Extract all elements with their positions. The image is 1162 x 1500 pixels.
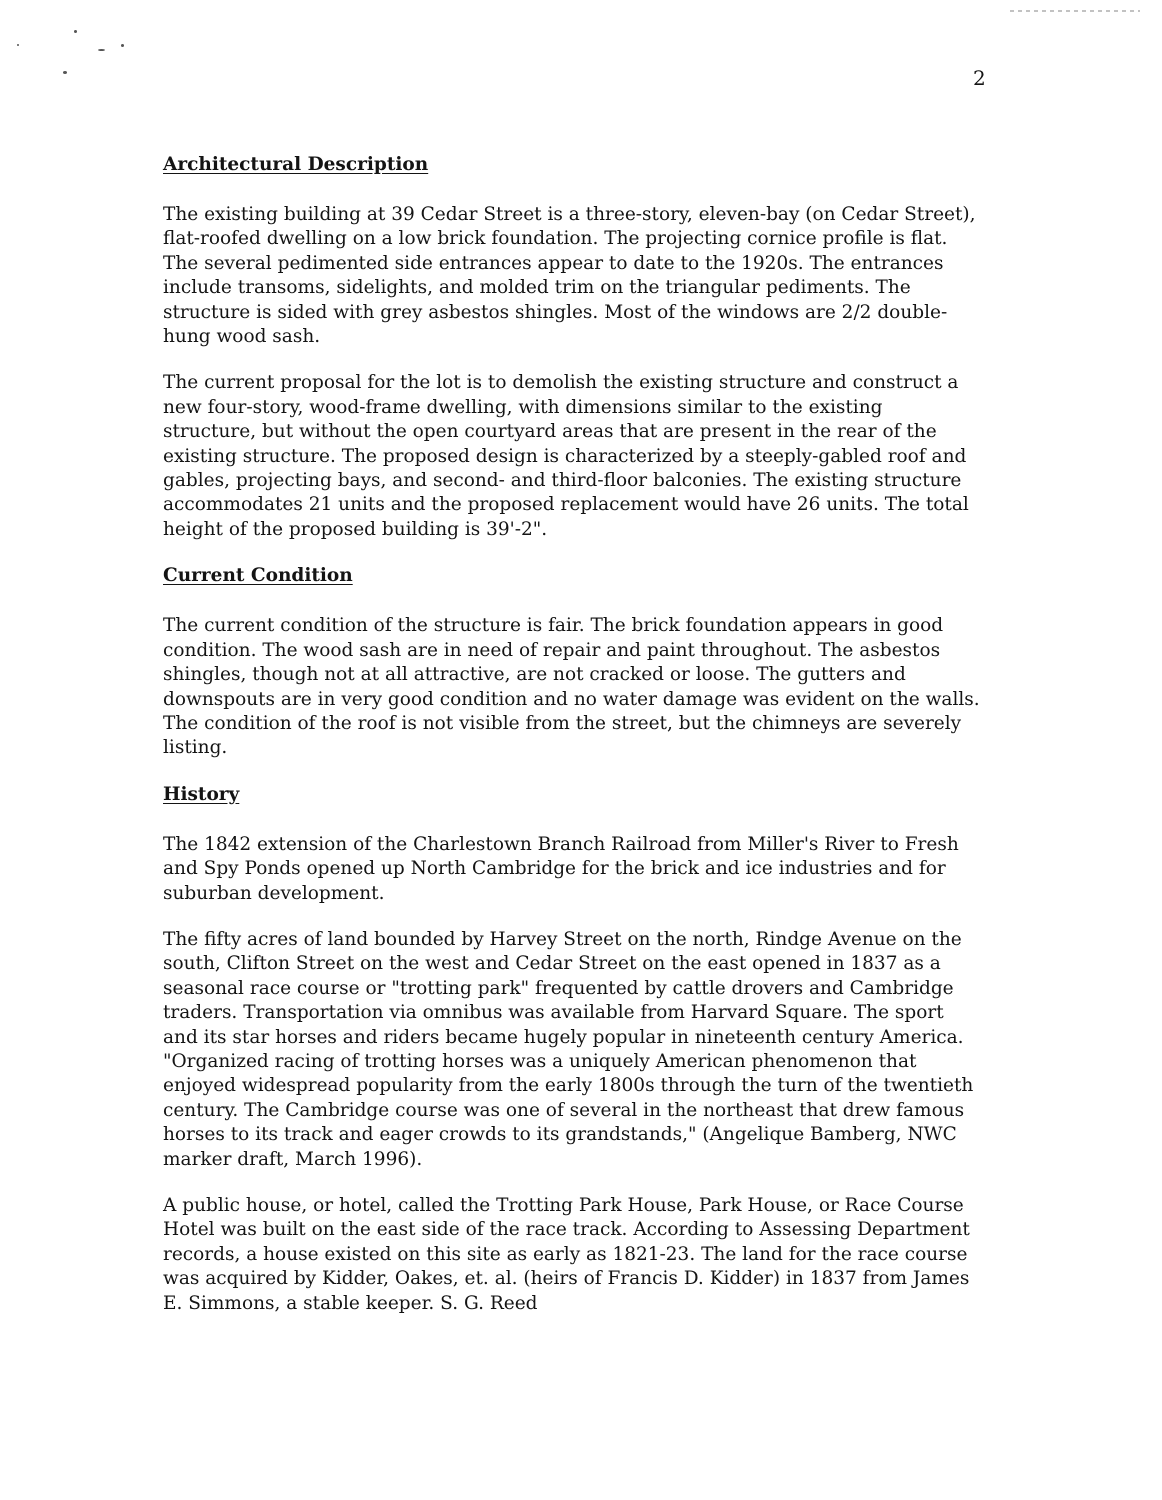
section-current-condition <box>163 564 981 760</box>
scan-edge-mark <box>1010 10 1140 12</box>
section-architectural-description <box>163 153 981 542</box>
paragraph: A public house, or hotel, called the Trotting Park House, Park House, or Race Course Hotel was built on the east side of the race track. According to Assessing Department records, a house existed on this site as early as 1821-23. The land for the race course was acquired by Kidder, Oakes, et. al. (heirs of Francis D. Kidder) in 1837 from James E. Simmons, a stable keeper. S. G. Reed <box>163 1195 970 1314</box>
scan-speck <box>63 71 67 74</box>
section-heading: Current Condition <box>163 565 353 587</box>
paragraph: The 1842 extension of the Charlestown Branch Railroad from Miller's River to Fresh and Spy Ponds opened up North Cambridge for the brick and ice industries and for suburban development. <box>163 833 959 904</box>
document-body <box>163 153 981 1316</box>
section-heading: History <box>163 783 240 805</box>
page-number: 2 <box>973 66 986 90</box>
scan-speck <box>98 49 105 51</box>
scan-speck <box>17 44 19 46</box>
paragraph: The fifty acres of land bounded by Harvey Street on the north, Rindge Avenue on the south, Clifton Street on the west and Cedar Street on the east opened in 1837 as a seasonal race course or "trotting park" frequented by cattle drovers and Cambridge traders. Transportation via omnibus was available from Harvard Square. The sport and its star horses and riders became hugely popular in nineteenth century America. "Organized racing of trotting horses was a uniquely American phenomenon that enjoyed widespread popularity from the early 1800s through the turn of the twentieth century. The Cambridge course was one of several in the northeast that drew famous horses to its track and eager crowds to its grandstands," (Angelique Bamberg, NWC marker draft, March 1996). <box>163 928 974 1170</box>
paragraph: The existing building at 39 Cedar Street is a three-story, eleven-bay (on Cedar Street), flat-roofed dwelling on a low brick foundation. The projecting cornice profile is flat. The several pedimented side entrances appear to date to the 1920s. The entrances include transoms, sidelights, and molded trim on the triangular pediments. The structure is sided with grey asbestos shingles. Most of the windows are 2/2 double-hung wood sash. <box>163 204 976 348</box>
paragraph: The current proposal for the lot is to demolish the existing structure and construct a new four-story, wood-frame dwelling, with dimensions similar to the existing structure, but without the open courtyard areas that are present in the rear of the existing structure. The proposed design is characterized by a steeply-gabled roof and gables, projecting bays, and second- and third-floor balconies. The existing structure accommodates 21 units and the proposed replacement would have 26 units. The total height of the proposed building is 39'-2". <box>163 372 969 540</box>
section-history <box>163 783 981 1316</box>
scan-speck <box>74 30 77 33</box>
section-heading: Architectural Description <box>163 154 429 175</box>
paragraph: The current condition of the structure is fair. The brick foundation appears in good condition. The wood sash are in need of repair and paint throughout. The asbestos shingles, though not at all attractive, are not cracked or loose. The gutters and downspouts are in very good condition and no water damage was evident on the walls. The condition of the roof is not visible from the street, but the chimneys are severely listing. <box>163 615 980 759</box>
scan-speck <box>121 44 124 47</box>
